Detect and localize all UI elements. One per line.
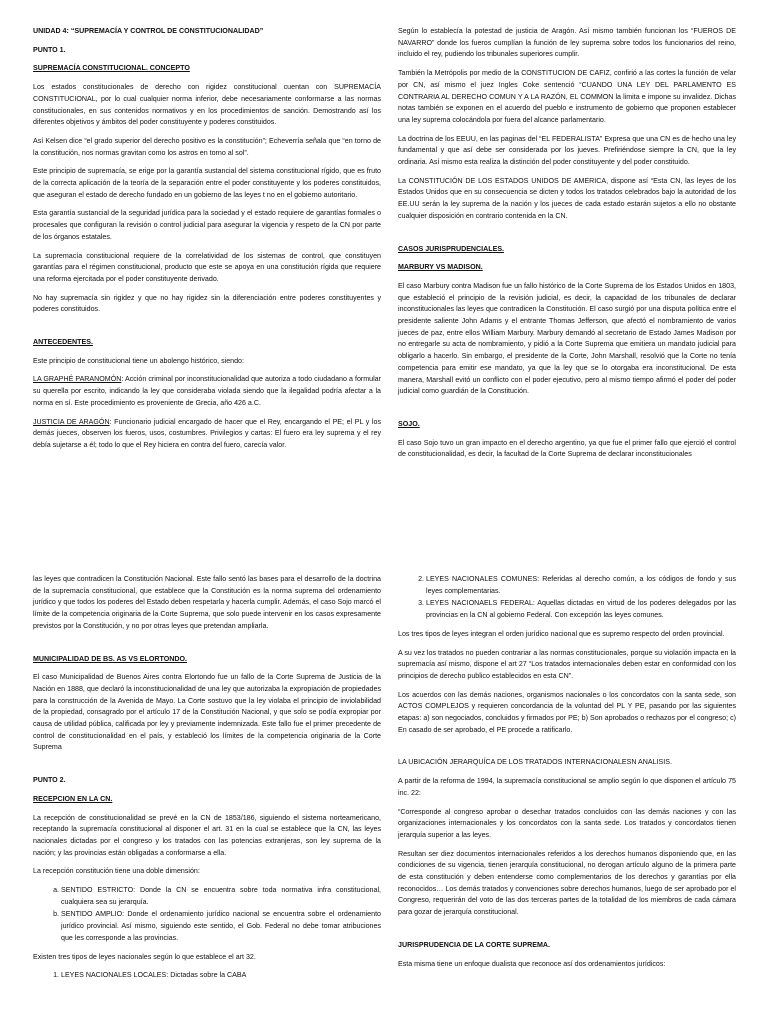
enumerated-list	[33, 885, 381, 945]
paragraph	[33, 417, 381, 452]
paragraph: Los acuerdos con las demás naciones, organismos nacionales o los concordatos con la santa sede, son ACTOS COMPLEJOS y requieren concordancia de la voluntad del PL Y PE, pasando por las siguientes etapas: a) son negociados, concluidos y firmados por PE; b) Son aprobados o rechazos por el congreso; c) En casado de ser aprobado, el PE procede a ratificarlo.	[398, 690, 736, 734]
paragraph: La CONSTITUCIÓN DE LOS ESTADOS UNIDOS DE AMERICA, dispone así “Esta CN, las leyes de los Estados Unidos que en su consecuencia se dicten y todos los tratados celebrados bajo la autoridad de los EE.UU serán la ley suprema de la nación y los jueces de cada estado estarán sujetos a ello no obstante cualquier disposición en contrario contenida en la CN.	[398, 176, 736, 220]
paragraph: El caso Municipalidad de Buenos Aires contra Elortondo fue un fallo de la Corte Suprema de Justicia de la Nación en 1888, que declaró la inconstitucionalidad de una ley que autorizaba la expropiación de propiedades para la construcción de la Avenida de Mayo. La Corte sostuvo que la ley violaba el principio de inviolabilidad de la propiedad, consagrado por el artículo 17 de la Constitución Nacional, y que solo se podía expropiar por causa de utilidad pública, calificada por ley y previamente indemnizada. Este fallo fue el primer precedente de control de constitucionalidad en el país, y estableció los límites de la competencia originaria de la Corte Suprema	[33, 673, 381, 752]
paragraph: Resultan ser diez documentos internacionales referidos a los derechos humanos disponiendo que, en las condiciones de su vigencia, tienen jerarquía constitucional, no derogan artículo alguno de la primera parte de esta constitución y deben entenderse como complementarios de los derechos y garantías por ella reconocidos… Los demás tratados y convenciones sobre derechos humanos, luego de ser aprobado por el Congreso, requerirán del voto de las dos terceras partes de la totalidad de los miembros de cada cámara para gozar de jerarquía constitucional.	[398, 849, 736, 917]
enumerated-list	[398, 574, 736, 622]
section-heading: SOJO.	[398, 419, 420, 428]
list-item: b. SENTIDO AMPLIO: Donde el ordenamiento jurídico nacional se encuentra sobre el ordenamiento jurídico provincial. Así mismo, siguiendo este sentido, el Gob. Federal no debe tomar atribuciones que les corresponde a las provincias.	[61, 909, 381, 944]
section-heading: MUNICIPALIDAD DE BS. AS VS ELORTONDO.	[33, 654, 187, 663]
paragraph: Esta misma tiene un enfoque dualista que reconoce así dos ordenamientos jurídicos:	[398, 959, 666, 968]
spacer	[33, 761, 381, 775]
section-heading: UNIDAD 4: “SUPREMACÍA Y CONTROL DE CONSTITUCIONALIDAD”	[33, 27, 264, 35]
list-item: 3. LEYES NACIONAELS FEDERAL: Aquellas dictadas en virtud de los poderes delegados por las provincias en la CN al gobierno Federal. Con excepción las leyes comunes.	[426, 598, 736, 621]
section-heading: PUNTO 1.	[33, 45, 66, 54]
paragraph: También la Metrópolis por medio de la CONSTITUCION DE CAFIZ, confirió a las cortes la función de velar por CN, así mismo el juez Ingles Coke sentenció “CUANDO UNA LEY DEL PARLAMENTO ES CONTRARIA AL DERECHO COMUN Y A LA RAZÓN, EL COMMON la limita e impone su invalidez. Dichas notas también se exponen en el acuerdo del pueblo e instrumento de gobierno que proponen establecer una ley suprema colocándola por fuera del alcance parlamentario.	[398, 69, 736, 124]
list-item: 2. LEYES NACIONALES COMUNES: Referidas al derecho común, a los códigos de fondo y sus leyes complementarias.	[426, 574, 736, 597]
section-heading: MARBURY VS MADISON.	[398, 263, 483, 272]
paragraph: las leyes que contradicen la Constitución Nacional. Este fallo sentó las bases para el desarrollo de la doctrina de la supremacía constitucional, que establece que la Constitución es la norma suprema del ordenamiento jurídico y que todos los poderes del Estado deben respetarla y hacerla cumplir. Además, el caso Sojo marcó el límite de la competencia originaria de la Corte Suprema, que solo puede intervenir en los casos expresamente previstos por la Constitución, y no por otras leyes que pretendan ampliarla.	[33, 575, 381, 630]
section-heading: PUNTO 2.	[33, 776, 66, 785]
spacer	[398, 926, 736, 940]
paragraph: Este principio de supremacía, se erige por la garantía sustancial del sistema constitucional rígido, que es fruto de la correcta aplicación de la teoría de la separación entre el poder constituyente y los poderes constituidos, que aseguran el estado de derecho fundado en un gobierno de las leyes t no en el gobierno autoritario.	[33, 167, 381, 199]
paragraph: Según lo establecía la potestad de justicia de Aragón. Así mismo también funcionan los “FUEROS DE NAVARRO” donde los fueros cumplían la función de ley suprema sobre todos los funcionarios del reino, incluido el rey, pudiendo los tribunales superiores cumplir.	[398, 27, 736, 59]
enumerated-list	[33, 970, 381, 982]
spacer	[398, 405, 736, 419]
paragraph: A su vez los tratados no pueden contrariar a las normas constitucionales, porque su violación impacta en la supremacía así mismo, dispone el art 27 “Los tratados internacionales deben estar en conformidad con los principios de derecho publico establecidos en esta CN”.	[398, 648, 736, 680]
spacer	[33, 640, 381, 654]
paragraph: Este principio de constitucional tiene un abolengo histórico, siendo:	[33, 356, 244, 365]
term-label: LA GRAPHÉ PARANOMÓN	[33, 375, 122, 384]
paragraph: No hay supremacía sin rigidez y que no hay rigidez sin la diferenciación entre poderes constituyentes y poderes constituidos.	[33, 293, 381, 314]
term-definition: : Acción criminal por inconstitucionalidad que autoriza a todo ciudadano a formular su querella por escrito, indicando la ley que consideraba violada siendo que la ilegalidad podría afectar a la norma en sí. Este procedimiento es proveniente de Grecia, año 426 a.C.	[33, 375, 381, 407]
paragraph: El caso Sojo tuvo un gran impacto en el derecho argentino, ya que fue el primer fallo que ejerció el control de constitucionalidad, es decir, la facultad de la Corte Suprema de declarar inconstitucionales	[398, 438, 736, 459]
section-heading: CASOS JURISPRUDENCIALES.	[398, 244, 505, 253]
paragraph: La recepción constitución tiene una doble dimensión:	[33, 867, 200, 876]
paragraph: La supremacía constitucional requiere de la correlatividad de los sistemas de control, que constituyen garantías para el régimen constitucional, producto que este se apoya en una constitución rígida que requiere una reforma ejercitada por el poder constituyente derivado.	[33, 251, 381, 283]
paragraph: La doctrina de los EEUU, en las paginas del “EL FEDERALISTA” Expresa que una CN es de hecho una ley fundamental y que así debe ser considerada por los jueves. Prefiriéndose siempre la CN, que la ley ordinaria. Así mismo esta realiza la distinción del poder constituyente y del poder constituido.	[398, 134, 736, 167]
page-1-right-column	[398, 26, 736, 468]
list-item: 1. LEYES NACIONALES LOCALES: Dictadas sobre la CABA	[61, 970, 381, 982]
term-label: JUSTICIA DE ARAGÓN	[33, 417, 110, 426]
paragraph: Así Kelsen dice “el grado superior del derecho positivo es la constitución”; Echeverría señala que “en torno de la constitución, nos normas gravitan como los astros en torno al sol”.	[33, 136, 381, 157]
paragraph: Los tres tipos de leyes integran el orden jurídico nacional que es supremo respecto del orden provincial.	[398, 629, 725, 638]
paragraph: Existen tres tipos de leyes nacionales según lo que establece el art 32.	[33, 952, 256, 961]
page-2-left-column	[33, 574, 381, 989]
section-heading: JURISPRUDENCIA DE LA CORTE SUPREMA.	[398, 940, 551, 949]
spacer	[398, 743, 736, 757]
page-1-left-column	[33, 26, 381, 459]
paragraph: Esta garantía sustancial de la seguridad jurídica para la sociedad y el estado requiere de garantías formales o procesales que configuran la revisión o control judicial para asegurar la vigencia y respeto de la CN por parte de los órganos estatales.	[33, 209, 381, 241]
section-heading: SUPREMACÍA CONSTITUCIONAL. CONCEPTO	[33, 64, 190, 73]
section-heading: ANTECEDENTES.	[33, 338, 93, 347]
page-2-right-column	[398, 574, 736, 977]
term-definition: : Funcionario judicial encargado de hacer que el Rey, encargando el PE; el PL y los demás jueces, observen los fueros, usos, costumbres. Privilegios y cartas: El fuero era ley suprema y el rey debía sujetarse a él; todo lo que el Rey hiciera en contra del fuero, carecía valor.	[33, 417, 381, 449]
page-separator	[0, 540, 768, 566]
paragraph: LA UBICACIÓN JERARQUÍCA DE LOS TRATADOS INTERNACIONALESN ANALISIS.	[398, 758, 672, 767]
spacer	[398, 230, 736, 244]
paragraph: Los estados constitucionales de derecho con rigidez constitucional cuentan con SUPREMACÍA CONSTITUCIONAL, por lo cual cualquier norma inferior, debe necesariamente conformarse a las normas constitucionales, en sus contenidos normativos y en los procedimientos de sanción. Demostrando así los diferentes objetivos y ámbitos del poder constituyente y poderes constituidos.	[33, 83, 381, 127]
paragraph: “Corresponde al congreso aprobar o desechar tratados concluidos con las demás naciones y con las organizaciones internacionales y los concordatos con la santa sede. Los tratados y concordatos tienen jerarquía superior a las leyes.	[398, 807, 736, 839]
paragraph: A partir de la reforma de 1994, la supremacía constitucional se amplio según lo que disponen el artículo 75 inc. 22:	[398, 777, 736, 797]
spacer	[33, 323, 381, 337]
paragraph: La recepción de constitucionalidad se prevé en la CN de 1853/186, siguiendo el sistema norteamericano, receptando la supremacía constitucional al disponer el art. 31 en la cual se establece que la CN, las leyes nacionales dictadas por el congreso y los tratados con las potencias extranjeras, son ley suprema de la nación; y las provincias están obligadas a conformarse a ella.	[33, 813, 381, 857]
document-page-2	[0, 566, 768, 1024]
section-heading: RECEPCION EN LA CN.	[33, 794, 113, 803]
paragraph: El caso Marbury contra Madison fue un fallo histórico de la Corte Suprema de los Estados Unidos en 1803, que estableció el principio de la revisión judicial, es decir, la capacidad de los tribunales de declarar inconstitucionales las leyes que contradicen la Constitución. El caso surgió por una disputa política entre el presidente saliente John Adams y el entrante Thomas Jefferson, que afectó el nombramiento de varios jueces de paz, entre ellos William Marbury. Marbury demandó al secretario de Estado James Madison por no entregarle su acta de nombramiento, y pidió a la Corte Suprema que emitiera un mandato judicial para obligarlo a hacerlo. Sin embargo, el presidente de la Corte, John Marshall, resolvió que la Corte no tenía competencia para emitir ese mandato, ya que la ley que se lo otorgaba era inconstitucional. De esta manera, Marshall evitó un conflicto con el poder ejecutivo, pero al mismo tiempo afirmó el poder del poder judicial como guardián de la Constitución.	[398, 281, 736, 396]
list-item: a. SENTIDO ESTRICTO: Donde la CN se encuentra sobre toda normativa infra constitucional, cualquiera sea su jerarquía.	[61, 885, 381, 908]
paragraph	[33, 374, 381, 409]
